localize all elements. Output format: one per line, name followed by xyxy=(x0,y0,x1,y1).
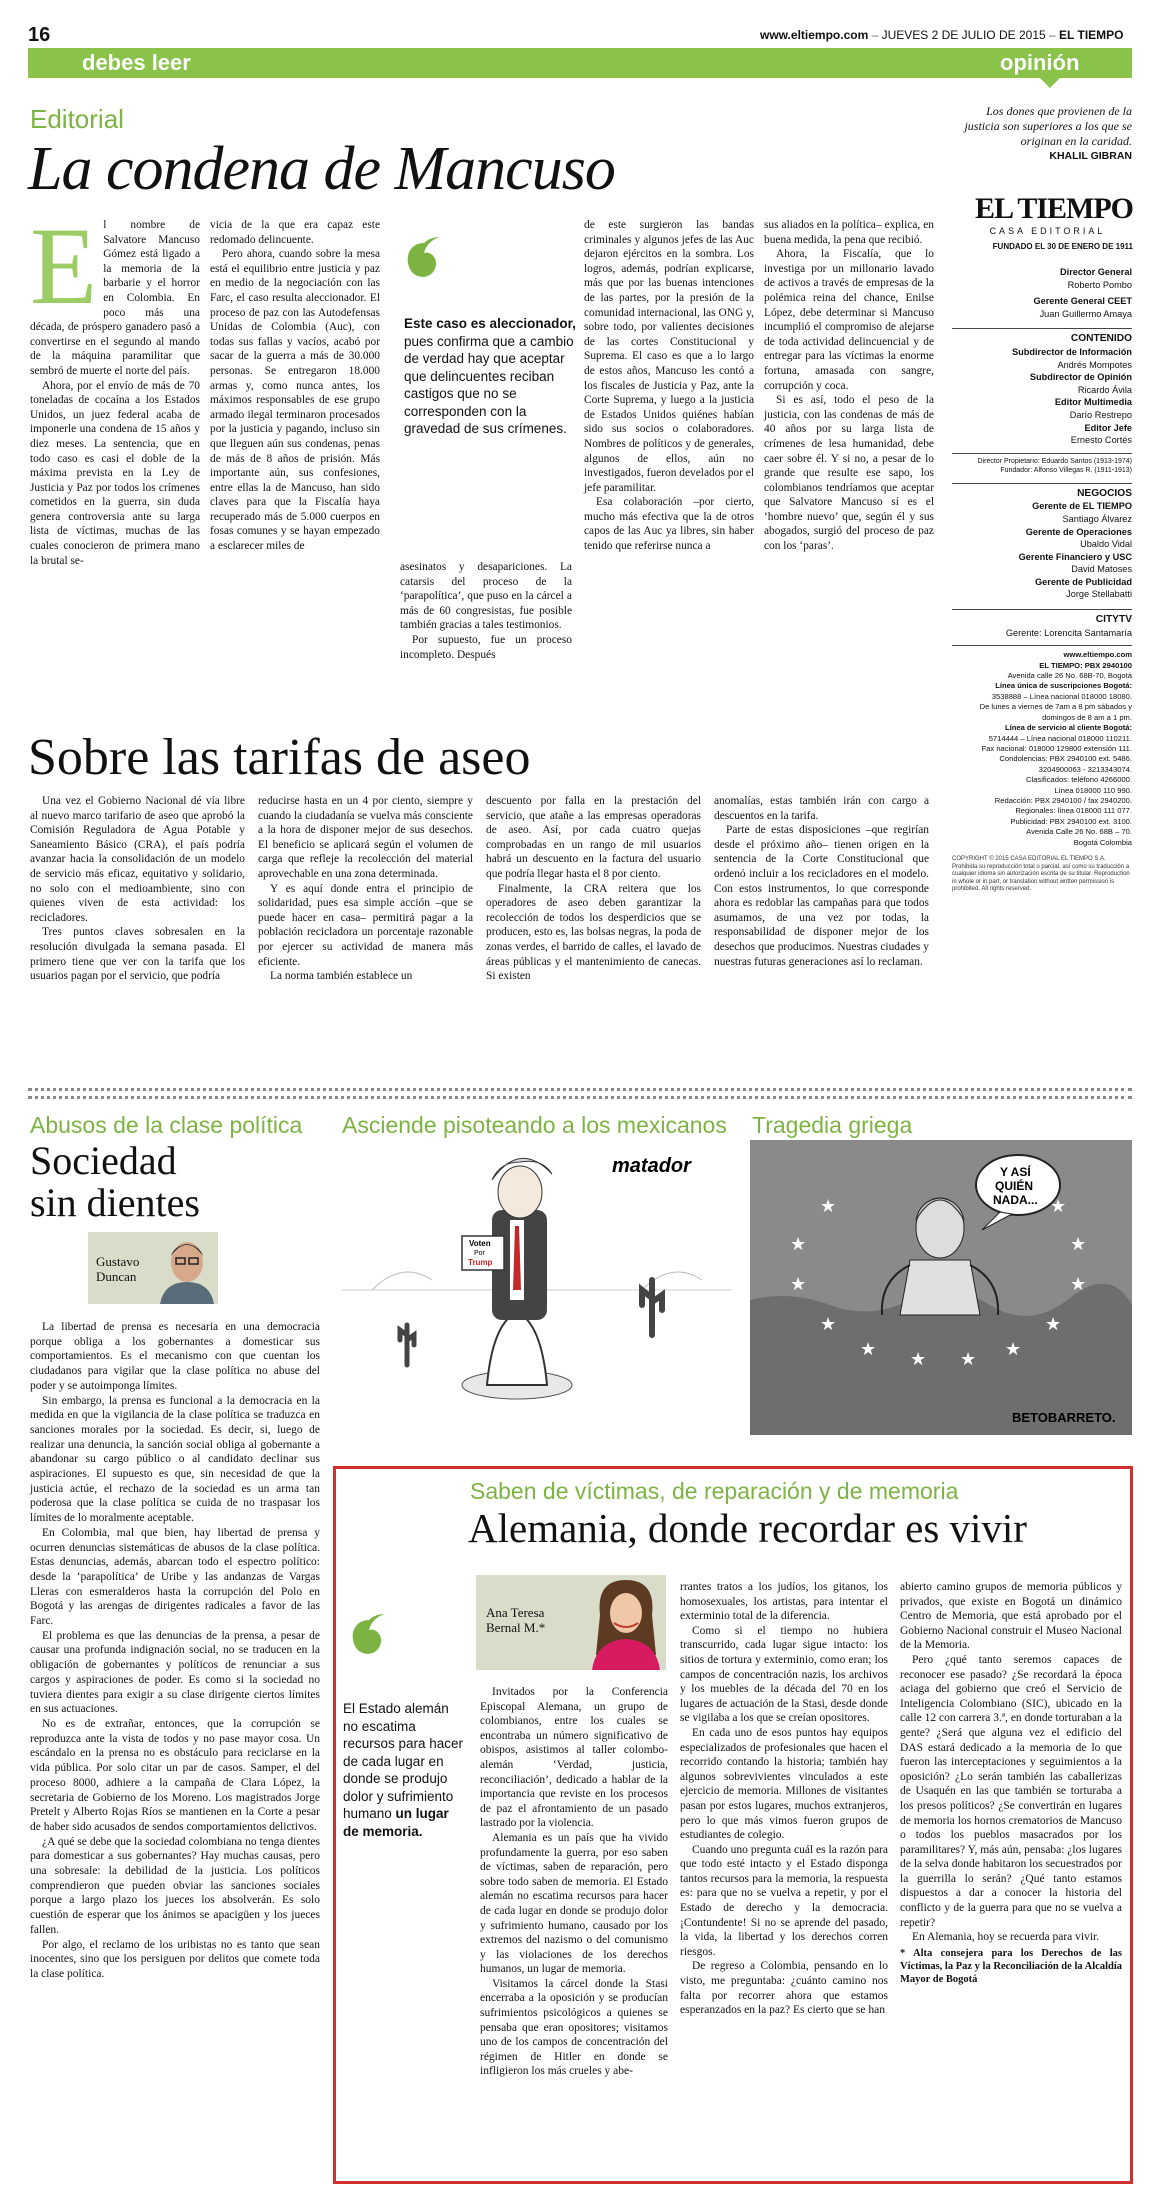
contenido-0-role: Subdirector de Información xyxy=(1012,346,1132,357)
svg-text:★: ★ xyxy=(1050,1196,1067,1216)
column-left-title xyxy=(30,1140,200,1224)
editorial-col2-p2: Pero ahora, cuando sobre la mesa está el equilibrio entre justicia y paz en medio de la negociación con las Farc, el caso resulta aleccionador. El proceso de paz con las Autodefensas Unidas de Colombia (Auc), con todas sus fallas y vacíos, acabó por sacar de la guerra a más de 30.000 personas. Se entregaron 18.000 armas y, como nunca antes, los máximos responsables de ese grupo armado ilegal terminaron procesados por la justicia y pagando, incluso sin que lleguen aún sus condenas, penas de más de 8 años de prisión. Más importante aún, sus confesiones, entre ellas la de Mancuso, han sido claves para que la Fiscalía haya recuperado más de 5.000 cuerpos en fosas comunes y se hayan empezado a esclarecer miles de xyxy=(210,248,380,553)
editorial-title: La condena de Mancuso xyxy=(28,135,615,203)
svg-text:★: ★ xyxy=(1045,1314,1062,1334)
col-right-c2e: De regreso a Colombia, pensando en lo visto, me preguntaba: ¿cuánto camino nos falta por recorrer ahora que estamos esperanzados en la paz? Es cierto que se han xyxy=(680,1960,888,2017)
cartoon2-kicker: Tragedia griega xyxy=(752,1112,913,1138)
editorial-col-2 xyxy=(210,218,380,708)
editorial2-col-2 xyxy=(258,794,473,1044)
col-right-c3c: En Alemania, hoy se recuerda para vivir. xyxy=(912,1931,1100,1944)
col-right-c2b: Como si el tiempo no hubiera transcurrido, cada lugar sigue intacto: los sitios de tortura y exterminio, como eran; los campos de concentración nazis, los archivos y los muebles de la década del 70 en los lugares de actuación de la Stasi, desde donde se vigilaba a los que se creían opositores. xyxy=(680,1624,888,1725)
negocios-1-role: Gerente de Operaciones xyxy=(1025,526,1132,537)
quote-bold: un lugar de memoria. xyxy=(343,1806,449,1839)
col-right-c1c: Visitamos la cárcel donde la Stasi encerraba a la oposición y se producían sufrimientos psicológicos a quienes se pensaba que eran opositores; visitamos uno de los campos de concentración del régimen de Hitler en donde se infligieron los más crueles y abe- xyxy=(480,1977,668,2078)
header-paper: EL TIEMPO xyxy=(1059,28,1124,42)
epigraph xyxy=(960,104,1132,164)
column-right-col-1 xyxy=(480,1685,668,2175)
ed2-c2b: Y es aquí donde entra el principio de solidaridad, pues esa simple acción –que se puede hacer en casa– permitirá pagar a la población recicladora un porcentaje razonable por ejercer su actividad de manera más eficiente. xyxy=(258,882,473,968)
header-dateline: www.eltiempo.com – JUEVES 2 DE JULIO DE 2015 – EL TIEMPO xyxy=(760,28,1124,42)
editorial-col-5 xyxy=(764,218,934,708)
contact-14: Redacción: PBX 2940100 / fax 2940200. xyxy=(994,795,1132,805)
editorial-col-3 xyxy=(400,560,572,710)
svg-text:★: ★ xyxy=(820,1314,837,1334)
editorial-col5-p2: Ahora, la Fiscalía, que lo investiga por un millonario lavado de activos a través de empresas de la polémica reina del chance, Enilse López, debe determinar si Mancuso incumplió el compromiso de alejarse de toda actividad delincuencial y de entregar para las víctimas la enorme fortuna, amasada con sangre, corrupción y coca. xyxy=(764,248,934,392)
contact-17: Avenida Calle 26 No. 68B – 70. xyxy=(1026,827,1132,837)
contact-8: 5714444 – Línea nacional 018000 110211. xyxy=(988,733,1132,743)
editorial-col-4 xyxy=(584,218,754,708)
author-name-bernal xyxy=(486,1605,545,1635)
ed2-c2c: La norma también establece un xyxy=(270,970,413,983)
cartoon-word: matador xyxy=(612,1155,691,1177)
avatar xyxy=(156,1234,218,1304)
editorial-pull-quote xyxy=(404,315,576,438)
col-right-c3: abierto camino grupos de memoria públicos y privados, que existe en Bogotá un dinámico Centro de Memoria, que está aprobado por el Gobierno Nacional construir el Museo Nacional de la Memoria. xyxy=(900,1581,1122,1652)
negocios-2-role: Gerente Financiero y USC xyxy=(1018,551,1132,562)
sign-line-1: Voten xyxy=(469,1239,491,1248)
col-right-c2: rrantes tratos a los judíos, los gitanos, los homosexuales, los artistas, para intentar el exterminio total de la diferencia. xyxy=(680,1581,888,1623)
section-left-tab[interactable]: debes leer xyxy=(82,50,191,75)
negocios-0-role: Gerente de EL TIEMPO xyxy=(1032,501,1132,512)
author-photo-bernal xyxy=(476,1575,666,1670)
sign-line-3: Trump xyxy=(468,1258,493,1267)
masthead-founded: FUNDADO EL 30 DE ENERO DE 1911 xyxy=(992,242,1133,251)
editorial-col1-p2: Ahora, por el envío de más de 70 toneladas de cocaína a los Estados Unidos, un juez federal acaba de imponerle una condena de 15 años y diez meses. La sentencia, que en todo caso es casi el doble de la máxima prevista en la Ley de Justicia y Paz por todos los crímenes cometidos en la guerra, sin duda genera controversia ante su larga lista de víctimas, muchas de las cuales conocieron de primera mano la brutal se- xyxy=(30,379,200,567)
quote-plain: El Estado alemán no escatima recursos para hacer de cada lugar en donde se produjo dolor y sufrimiento humano xyxy=(343,1701,464,1821)
svg-text:★: ★ xyxy=(1070,1234,1087,1254)
contenido-3-name: Ernesto Cortés xyxy=(1070,435,1132,446)
svg-text:★: ★ xyxy=(860,1339,877,1359)
column-left-kicker: Abusos de la clase política xyxy=(30,1112,303,1138)
col-right-c2c: En cada uno de esos puntos hay equipos especializados de profesionales que hacen el recorrido contando la historia; también hay algunos sobrevivientes vinculados a este ejercicio de memoria. Millones de visitantes pasan por estos lugares, muchos extranjeros, pero lo que más vimos fueron grupos de estudiantes de colegio. xyxy=(680,1726,888,1842)
editorial2-col-4 xyxy=(714,794,929,1044)
contact-13: Línea 018000 110 990. xyxy=(1054,785,1132,795)
column-right-kicker: Saben de víctimas, de reparación y de memoria xyxy=(470,1478,959,1504)
contenido-0-name: Andrés Mompotes xyxy=(1057,359,1132,370)
negocios-1-name: Ubaldo Vidal xyxy=(1080,539,1132,550)
column-right-col-2 xyxy=(680,1580,888,2175)
contact-11: 3204900063 - 3213343074. xyxy=(1038,764,1132,774)
col-right-c1: Invitados por la Conferencia Episcopal Alemana, un grupo de colombianos, entre los cuales se encontraba un número significativo de obispos, asistimos al taller colombo-alemán ‘Verdad, justicia, reconciliación’, dedicado a hablar de la importancia que reviste en los procesos de paz el afrontamiento de un pasado lastrado por la violencia. xyxy=(480,1686,668,1830)
copyright: COPYRIGHT © 2015 CASA EDITORIAL EL TIEMPO S.A. Prohibida su reproducción total o parcial, así como su traducción a cualquier idioma sin autorización escrita de su titular. Reproduction in whole or in part, or translation without written permission is prohibited. All rights reserved. xyxy=(952,855,1130,893)
contact-16: Publicidad: PBX 2940100 ext. 3100. xyxy=(1010,816,1132,826)
col-left-p7: Por algo, el reclamo de los uribistas no es tanto que sean inocentes, sino que los persiguen por delitos que comete toda la clase política. xyxy=(30,1938,320,1980)
contact-9: Fax nacional: 018000 129800 extensión 111. xyxy=(981,743,1132,753)
bubble-line-1: Y ASÍ xyxy=(1000,1165,1031,1179)
svg-text:★: ★ xyxy=(820,1196,837,1216)
contact-1: EL TIEMPO: PBX 2940100 xyxy=(1039,660,1132,670)
col-left-p6: ¿A qué se debe que la sociedad colombiana no tenga dientes para domesticar a sus gobernantes? Hay muchas causas, pero una sobresale: la debilidad de la justicia. Los políticos comprendieron que pueden obviar las sanciones sociales porque a largo plazo los jueces los absolverán. Es solo cuestión de esperar que los ánimos se apacigüen y los jueces fallen. xyxy=(30,1835,320,1936)
col-right-c2d: Cuando uno pregunta cuál es la razón para que todo esté intacto y el Estado disponga tantos recursos para la memoria, la respuesta es: para que no se vuelva a repetir, y por el Estado de derecho y la democracia. ¡Contundente! Si no se aprende del pasado, la vida, la libertad y los derechos corren riesgos. xyxy=(680,1843,888,1958)
contact-0[interactable]: www.eltiempo.com xyxy=(1063,650,1132,660)
editorial-col-1 xyxy=(30,205,200,708)
contenido-1-role: Subdirector de Opinión xyxy=(1029,372,1132,383)
svg-text:★: ★ xyxy=(790,1274,807,1294)
col-left-p5: No es de extrañar, entonces, que la corrupción se reproduzca ante la vista de todos y no pase mayor cosa. Un escándalo en la prensa no es obstáculo para reciclarse en la vida pública. Por solo citar un par de casos. Samper, el del proceso 8000, adhiere a la campaña de Clara López, la secretaria de Gobierno de los Moreno. Los magistrados Jorge Pretelt y Alberto Rojas Ríos se mantienen en la Corte a pesar de haber sido acusados de sendos comportamientos delictivos. xyxy=(30,1717,320,1833)
col-right-footnote: * Alta consejera para los Derechos de las Víctimas, la Paz y la Reconciliación de la Alcaldía Mayor de Bogotá xyxy=(900,1947,1122,1985)
section-divider-2 xyxy=(28,1096,1132,1099)
pull-quote-rest: pues confirma que a cambio de verdad hay que aceptar que delincuentes reciban castigos que no se corresponden con la gravedad de sus crímenes. xyxy=(404,333,574,436)
contact-15: Regionales: línea 018000 111 077. xyxy=(1015,806,1132,816)
section-divider xyxy=(28,1088,1132,1091)
col-right-c3b: Pero ¿qué tanto seremos capaces de reconocer ese pasado? ¿Se recordará la época aciaga del gobierno que creó el Servicio de Inteligencia Colombiano (SIC), ubicado en la calle 12 con carrera 3.ª, en donde torturaban a la gente? ¿Será que alguna vez el edificio del DAS estará dedicado a la memoria de lo que fueron las interceptaciones y seguimientos a la oposición? ¿Lo serán también las caballerizas de Usaquén en las que también se torturaba a los presos políticos? ¿Se convertirán en lugares de memoria los hornos crematorios de Mancuso o todos los pueblos masacrados por los paramilitares? Y, más aún, pensaba: ¿los lugares de la selva donde habitaron los secuestrados por la guerrilla lo serán? ¿Qué tanto estamos dispuestos a dar a conocer la historia del conflicto y de la guerra para que no se vuelva a repetir? xyxy=(900,1653,1122,1929)
column-right-col-3 xyxy=(900,1580,1122,2175)
column-right-title: Alemania, donde recordar es vivir xyxy=(468,1505,1027,1551)
editorial-col3-p1: asesinatos y desapariciones. La catarsis del proceso de la ‘parapolítica’, que puso en la cárcel a más de 60 congresistas, fue posible también gracias a tales testimonios. xyxy=(400,561,572,632)
staff-box xyxy=(952,262,1132,894)
editorial2-col-3 xyxy=(486,794,701,1044)
avatar xyxy=(586,1575,666,1670)
negocios-3-role: Gerente de Publicidad xyxy=(1034,576,1132,587)
bubble-line-2: QUIÉN xyxy=(995,1179,1034,1193)
contact-7: Línea de servicio al cliente Bogotá: xyxy=(1004,723,1132,733)
editorial-col4-p1: de este surgieron las bandas criminales y algunos jefes de las Auc dejaron ejércitos en la sombra. Los logros, además, podrían explicarse, más que por las buenas intenciones de las partes, por la presión de la comunidad internacional, las ONG y, sobre todo, por valientes decisiones de las cortes Constitucional y Suprema. El caso es que a lo largo de estos años, Mancuso les contó a los fiscales de Justicia y Paz, ante la Corte Suprema, y luego a la justicia de Estados Unidos quiénes habían sido sus socios o colaboradores. Nombres de políticos y de generales, algunos de ellos, aún no investigados, fueron develados por el jefe paramilitar. xyxy=(584,219,754,494)
staff-owners: Director Propietario: Eduardo Santos (1913-1974) Fundador: Alfonso Villegas R. (1911-1913) xyxy=(952,453,1132,475)
column-right-pull-quote xyxy=(343,1700,465,1840)
contenido-1-name: Ricardo Ávila xyxy=(1077,384,1132,395)
staff-gerente-name: Juan Guillermo Amaya xyxy=(1039,308,1132,319)
col-left-p2: Sin embargo, la prensa es funcional a la democracia en la medida en que la vigilancia de la clase política se traduzca en sanciones morales por la sociedad. Es decir, si, luego de realizar una denuncia, la sanción social obliga al gobernante a abandonar su cargo público o al candidato declinar sus aspiraciones. El supuesto es que, sin necesidad de que la justicia actúe, el rechazo de la sociedad es un arma tan poderosa que la clase política se cuida de no traspasar los límites de lo moralmente aceptable. xyxy=(30,1394,320,1525)
ed2-c4: anomalías, estas también irán con cargo a descuentos en la tarifa. xyxy=(714,795,929,822)
staff-gerente-role: Gerente General CEET xyxy=(1033,296,1132,307)
author-last-bernal: Bernal M.* xyxy=(486,1620,546,1635)
header-date: JUEVES 2 DE JULIO DE 2015 xyxy=(881,28,1046,42)
author-first-bernal: Ana Teresa xyxy=(486,1605,545,1620)
section-bar xyxy=(28,48,1132,78)
ed2-c1b: Tres puntos claves sobresalen en la resolución divulgada la semana pasada. El primero tiene que ver con la tarifa que los usuarios pagan por el servicio, que podría xyxy=(30,926,245,983)
editorial-col3-p2: Por supuesto, fue un proceso incompleto. Después xyxy=(400,633,572,661)
editorial-kicker: Editorial xyxy=(30,104,124,134)
column-left-body xyxy=(30,1320,320,2190)
sign-line-2: Por xyxy=(474,1250,485,1257)
editorial-col5-p1: sus aliados en la política– explica, en buena medida, la pena que recibió. xyxy=(764,219,934,246)
ed2-c4b: Parte de estas disposiciones –que regirían desde el próximo año– tienen origen en la sentencia de la Corte Constitucional que ordenó incluir a los recicladores en el modelo. Con estos instrumentos, lo que corresponde ahora es redoblar las campañas para que todos asumamos, de una vez por todas, la responsabilidad de disponer mejor de los desechos que producimos. Nuestras ciudades y nuestras futuras generaciones así lo reclaman. xyxy=(714,824,929,968)
author-last-duncan: Duncan xyxy=(96,1269,137,1284)
negocios-0-name: Santiago Álvarez xyxy=(1062,513,1132,524)
contenido-2-role: Editor Multimedia xyxy=(1054,397,1132,408)
cartoon1-kicker: Asciende pisoteando a los mexicanos xyxy=(342,1112,727,1138)
staff-citytv-title: CITYTV xyxy=(952,609,1132,627)
quote-mark-icon xyxy=(400,235,448,289)
header-site: www.eltiempo.com xyxy=(760,28,869,42)
svg-text:★: ★ xyxy=(960,1349,977,1369)
editorial-col5-p3: Si es así, todo el peso de la justicia, con las condenas de más de 40 años por su larga lista de crímenes de lesa humanidad, debe caer sobre él. Y si no, a pesar de lo grande que resulte ese sapo, los colombianos tendríamos que aceptar que Salvatore Mancuso sí es el ‘hombre nuevo’ que, según él y sus abogados, surgió del proceso de paz con los ‘paras’. xyxy=(764,394,934,553)
quote-mark-icon-2 xyxy=(345,1612,393,1666)
negocios-3-name: Jorge Stellabatti xyxy=(1066,589,1132,600)
editorial-col1-p1: l nombre de Salvatore Mancuso Gómez está ligado a la memoria de la barbarie y el horror en Colombia. En poco más una década, de próspero ganadero pasó a convertirse en el segundo al mando de la máquina paramilitar que sembró de muerte el norte del país. xyxy=(30,219,200,377)
contact-3: Línea única de suscripciones Bogotá: xyxy=(995,681,1132,691)
masthead-sub: CASA EDITORIAL xyxy=(989,226,1106,236)
editorial2-col-1 xyxy=(30,794,245,1044)
staff-contenido-title: CONTENIDO xyxy=(952,328,1132,346)
cartoon-signature: BETOBARRETO. xyxy=(1012,1410,1116,1425)
citytv-gerente: Gerente: Lorencita Santamaría xyxy=(1005,627,1132,638)
staff-director-name: Roberto Pombo xyxy=(1067,279,1132,290)
author-photo-duncan xyxy=(88,1232,218,1304)
contenido-2-name: Darío Restrepo xyxy=(1069,409,1132,420)
drop-cap: E xyxy=(30,205,98,327)
section-tab-pointer xyxy=(1040,78,1060,88)
ed2-c1: Una vez el Gobierno Nacional dé vía libre al nuevo marco tarifario de aseo que aprobó la Comisión Reguladora de Agua Potable y Saneamiento Básico (CRA), el país podría avanzar hacia la consolidación de un modelo de servicio más eficaz, equitativo y solidario, no solo con el medioambiente, sino con quienes viven de esta actividad: los recicladores. xyxy=(30,795,245,924)
staff-director-role: Director General xyxy=(1060,267,1132,277)
page-number: 16 xyxy=(28,24,51,46)
pull-quote-bold: Este caso es aleccionador, xyxy=(404,316,576,331)
contenido-3-role: Editor Jefe xyxy=(1084,422,1132,433)
section-right-tab[interactable]: opinión xyxy=(1000,50,1080,75)
col-right-c1b: Alemania es un país que ha vivido profundamente la guerra, por eso saben de víctimas, saben de reparación, pero sobre todo saben de memoria. El Estado alemán no escatima recursos para hacer de cada lugar en donde se produjo dolor y sufrimiento humano, causado por los extremos del nazismo o del comunismo y las violaciones de los derechos humanos, un lugar de memoria. xyxy=(480,1831,668,1976)
col-left-p4: El problema es que las denuncias de la prensa, a pesar de causar una profunda indignación social, no se traducen en la obligación de gobernantes y políticos de renunciar a sus cargos y aspiraciones de poder. Es como si la sociedad no tuviera dientes para exigir a su clase dirigente ciertos límites en sus actuaciones. xyxy=(30,1629,320,1716)
svg-text:★: ★ xyxy=(1070,1274,1087,1294)
cartoon-trump xyxy=(342,1140,732,1435)
contact-6: domingos de 8 am a 1 pm. xyxy=(1042,712,1132,722)
column-left-title-2: sin dientes xyxy=(30,1180,200,1225)
author-first-duncan: Gustavo xyxy=(96,1254,140,1269)
svg-text:★: ★ xyxy=(1005,1339,1022,1359)
editorial2-title: Sobre las tarifas de aseo xyxy=(28,729,531,786)
contact-4: 3538888 – Línea nacional 018000 18080. xyxy=(991,691,1132,701)
col-left-p3: En Colombia, mal que bien, hay libertad de prensa y ocurren denuncias sistemáticas de abusos de la clase política. Estas denuncias, además, abarcan todo el espectro político: desde la ‘parapolítica’ de Uribe y las andanzas de Vargas Lleras con esmeralderos hasta la corrupción del Polo en Bogotá y las arengas de dirigentes radicales a favor de las Farc. xyxy=(30,1526,320,1628)
contact-2: Avenida calle 26 No. 68B-70, Bogotá xyxy=(1007,671,1132,681)
epigraph-text: Los dones que provienen de la justicia son superiores a los que se originan en la caridad. xyxy=(964,104,1132,148)
editorial-col4-p2: Esa colaboración –por cierto, mucho más efectiva que la de otros capos de las Auc ya libres, sin haber tenido que referirse nunca a xyxy=(584,496,754,553)
contact-box xyxy=(952,645,1132,848)
contact-10: Condolencias: PBX 2940100 ext. 5486. xyxy=(999,754,1132,764)
ed2-c3: descuento por falla en la prestación del servicio, que atañe a las empresas operadoras de aseo. Así, por cada cuatro quejas comprobadas en un rango de mil usuarios habrá un descuento en la factura del usuario que podría llegar hasta el 8 por ciento. xyxy=(486,795,701,880)
contact-18: Bogotá Colombia xyxy=(1073,837,1132,847)
contact-12: Clasificados: teléfono 4266000. xyxy=(1026,775,1132,785)
epigraph-author: KHALIL GIBRAN xyxy=(1049,150,1132,162)
cartoon-greece xyxy=(750,1140,1132,1435)
masthead-logo: EL TIEMPO xyxy=(975,192,1133,225)
ed2-c3b: Finalmente, la CRA reitera que los operadores de aseo deben garantizar la recolección de todos los desperdicios que se producen, esto es, las bolsas negras, la poda de zonas verdes, el barrido de calles, el lavado de áreas públicas y el mantenimiento de canecas. Si existen xyxy=(486,882,701,983)
contact-5: De lunes a viernes de 7am a 8 pm sábados y xyxy=(979,702,1132,712)
bubble-line-3: NADA... xyxy=(993,1193,1038,1207)
svg-text:★: ★ xyxy=(790,1234,807,1254)
svg-text:★: ★ xyxy=(910,1349,927,1369)
column-left-title-1: Sociedad xyxy=(30,1138,177,1183)
author-name-duncan xyxy=(96,1254,139,1284)
col-left-p1: La libertad de prensa es necesaria en una democracia porque obliga a los gobernantes a domesticar sus comportamientos. Es el mecanismo con que cuentan los ciudadanos para vigilar que la clase política no abuse del poder y se autoimponga límites. xyxy=(30,1321,320,1392)
editorial-col2-p1: vicia de la que era capaz este redomado delincuente. xyxy=(210,219,380,246)
ed2-c2: reducirse hasta en un 4 por ciento, siempre y cuando la ciudadanía se vuelva más consciente a la hora de disponer mejor de sus desechos. El beneficio se aplicará según el volumen de carga que refleje la recolección del material aprovechable en una zona determinada. xyxy=(258,795,473,880)
staff-negocios-title: NEGOCIOS xyxy=(952,483,1132,501)
negocios-2-name: David Matoses xyxy=(1071,564,1132,575)
